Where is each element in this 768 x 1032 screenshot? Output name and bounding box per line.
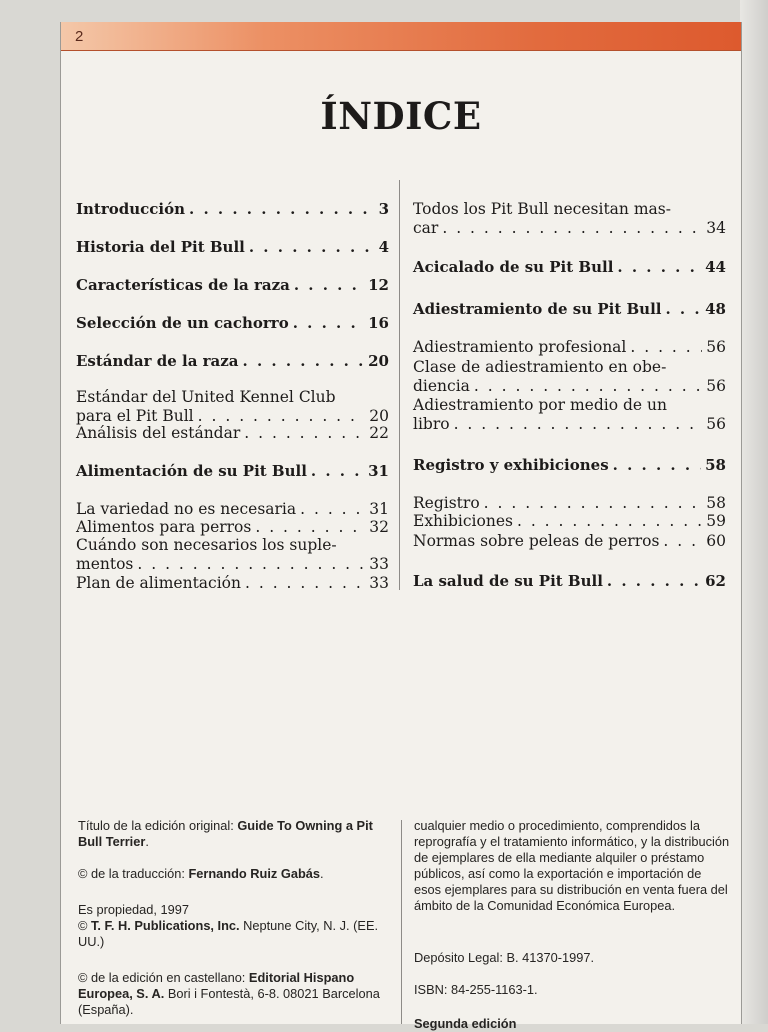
toc-entry-page: 48	[705, 300, 726, 318]
toc-dot-leader	[255, 518, 365, 537]
toc-entry-page: 56	[706, 377, 726, 395]
toc-dot-leader	[663, 532, 702, 551]
toc-entry-title: La salud de su Pit Bull	[413, 572, 603, 590]
toc-entry-title: Estándar de la raza	[76, 352, 239, 370]
toc-dot-leader	[189, 200, 375, 219]
toc-entry-page: 22	[369, 424, 389, 442]
toc-entry	[76, 200, 389, 219]
toc-entry	[413, 300, 726, 319]
isbn: ISBN: 84-255-1163-1.	[414, 982, 538, 997]
toc-entry	[76, 462, 389, 481]
toc-entry-page: 4	[378, 238, 389, 256]
toc-entry-title: Alimentación de su Pit Bull	[76, 462, 307, 480]
toc-entry-page: 58	[706, 494, 726, 512]
toc-entry-text-line: Clase de adiestramiento en obe-	[413, 358, 667, 376]
toc-entry-page: 56	[706, 415, 726, 433]
toc-entry	[413, 200, 726, 238]
column-divider	[399, 180, 400, 590]
toc-entry-page: 44	[705, 258, 726, 276]
toc-dot-leader	[249, 238, 375, 257]
translator-end: .	[320, 866, 324, 881]
toc-entry-page: 62	[705, 572, 726, 590]
spanish-edition-label: © de la edición en castellano:	[78, 970, 249, 985]
toc-entry-title: car	[413, 219, 439, 237]
toc-entry-title: Alimentos para perros	[76, 518, 252, 536]
toc-entry	[413, 338, 726, 357]
toc-entry-title: Historia del Pit Bull	[76, 238, 245, 256]
edition: Segunda edición	[414, 1016, 517, 1031]
toc-entry-title: Selección de un cachorro	[76, 314, 289, 332]
original-title-credit	[78, 818, 396, 850]
toc-entry-title: Acicalado de su Pit Bull	[413, 258, 614, 276]
toc-dot-leader	[244, 424, 365, 443]
original-title: Guide To Owning a Pit Bull Terrier	[78, 818, 373, 849]
toc-entry-text-line: Cuándo son necesarios los suple-	[76, 536, 337, 554]
toc-dot-leader	[294, 276, 364, 295]
rights-text: cualquier medio o procedimiento, comprendidos la reprografía y el tratamiento informático, y la distribución de ejemplares de ella mediante alquiler o préstamo públicos, así como la exportación e importación de esos ejemplares para su distribución en venta fuera del ámbito de la Comunidad Económica Europea.	[414, 818, 730, 913]
toc-entry-title: La variedad no es necesaria	[76, 500, 297, 518]
toc-entry-text-line: Adiestramiento por medio de un	[413, 396, 667, 414]
toc-entry-page: 31	[369, 500, 389, 518]
translator: Fernando Ruiz Gabás	[188, 866, 320, 881]
toc-entry-page: 33	[369, 574, 389, 592]
translation-credit	[78, 866, 396, 882]
toc-entry-title: Características de la raza	[76, 276, 290, 294]
toc-entry-page: 59	[706, 512, 726, 530]
toc-dot-leader	[607, 572, 701, 591]
toc-entry-page: 20	[368, 352, 389, 370]
toc-dot-leader	[454, 415, 703, 434]
toc-entry-title: Plan de alimentación	[76, 574, 241, 592]
spanish-publisher: Editorial Hispano Europea, S. A.	[78, 970, 355, 1001]
credits-divider	[401, 820, 402, 1024]
toc-entry-title: Introducción	[76, 200, 186, 218]
publisher-name: T. F. H. Publications, Inc.	[90, 918, 240, 933]
toc-entry	[413, 494, 726, 513]
toc-entry	[76, 388, 389, 426]
toc-entry	[413, 512, 726, 531]
toc-entry-title: diencia	[413, 377, 470, 395]
toc-dot-leader	[617, 258, 701, 277]
toc-dot-leader	[484, 494, 703, 513]
toc-dot-leader	[300, 500, 365, 519]
toc-entry-title: Adiestramiento profesional	[413, 338, 627, 356]
translation-label: © de la traducción:	[78, 866, 189, 881]
publisher-prefix: ©	[78, 918, 91, 933]
toc-entry-page: 60	[706, 532, 726, 550]
original-title-label: Título de la edición original:	[78, 818, 238, 833]
toc-entry-title: Registro y exhibiciones	[413, 456, 609, 474]
toc-entry-page: 58	[705, 456, 726, 474]
toc-entry	[76, 314, 389, 333]
toc-dot-leader	[311, 462, 364, 481]
toc-entry-page: 3	[378, 200, 389, 218]
toc-entry	[76, 352, 389, 371]
original-title-end: .	[145, 834, 149, 849]
toc-dot-leader	[474, 377, 702, 396]
page-number: 2	[75, 28, 84, 45]
toc-dot-leader	[293, 314, 364, 333]
toc-dot-leader	[137, 555, 365, 574]
toc-dot-leader	[517, 512, 702, 531]
toc-entry	[413, 532, 726, 551]
toc-entry	[76, 424, 389, 443]
toc-entry	[413, 396, 726, 434]
page-edge-shadow	[740, 0, 768, 1024]
toc-entry-title: Normas sobre peleas de perros	[413, 532, 660, 550]
toc-dot-leader	[442, 219, 702, 238]
toc-entry-page: 20	[369, 407, 389, 425]
toc-entry-page: 31	[368, 462, 389, 480]
toc-dot-leader	[665, 300, 701, 319]
toc-entry	[413, 456, 726, 475]
property-line: Es propiedad, 1997	[78, 902, 189, 917]
book-page	[60, 22, 742, 1031]
toc-entry-title: libro	[413, 415, 450, 433]
toc-entry-page: 12	[368, 276, 389, 294]
publisher-place: Neptune City, N. J. (EE. UU.)	[78, 918, 379, 949]
toc-entry	[413, 572, 726, 591]
toc-entry-page: 32	[369, 518, 389, 536]
spanish-publisher-address: Bori i Fontestà, 6-8. 08021 Barcelona (España).	[78, 986, 380, 1017]
toc-entry	[76, 536, 389, 574]
toc-entry	[76, 238, 389, 257]
toc-entry	[413, 258, 726, 277]
toc-entry	[76, 276, 389, 295]
publisher-credit	[78, 918, 396, 950]
toc-entry	[413, 358, 726, 396]
spanish-edition-credit	[78, 970, 396, 1018]
toc-dot-leader	[245, 574, 365, 593]
toc-entry-title: Registro	[413, 494, 480, 512]
toc-entry-page: 34	[706, 219, 726, 237]
page-title: ÍNDICE	[320, 94, 482, 138]
toc-entry	[76, 574, 389, 593]
toc-entry	[76, 518, 389, 537]
toc-entry-title: mentos	[76, 555, 134, 573]
toc-dot-leader	[630, 338, 702, 357]
toc-entry-page: 56	[706, 338, 726, 356]
toc-entry-text-line: Todos los Pit Bull necesitan mas-	[413, 200, 671, 218]
legal-deposit: Depósito Legal: B. 41370-1997.	[414, 950, 594, 965]
toc-entry-page: 33	[369, 555, 389, 573]
toc-entry-page: 16	[368, 314, 389, 332]
toc-entry-title: Análisis del estándar	[76, 424, 241, 442]
toc-entry-title: para el Pit Bull	[76, 407, 194, 425]
toc-entry-text-line: Estándar del United Kennel Club	[76, 388, 336, 406]
toc-entry-title: Adiestramiento de su Pit Bull	[413, 300, 662, 318]
header-bar	[61, 22, 741, 51]
toc-dot-leader	[243, 352, 365, 371]
toc-entry-title: Exhibiciones	[413, 512, 513, 530]
toc-entry	[76, 500, 389, 519]
toc-dot-leader	[613, 456, 701, 475]
